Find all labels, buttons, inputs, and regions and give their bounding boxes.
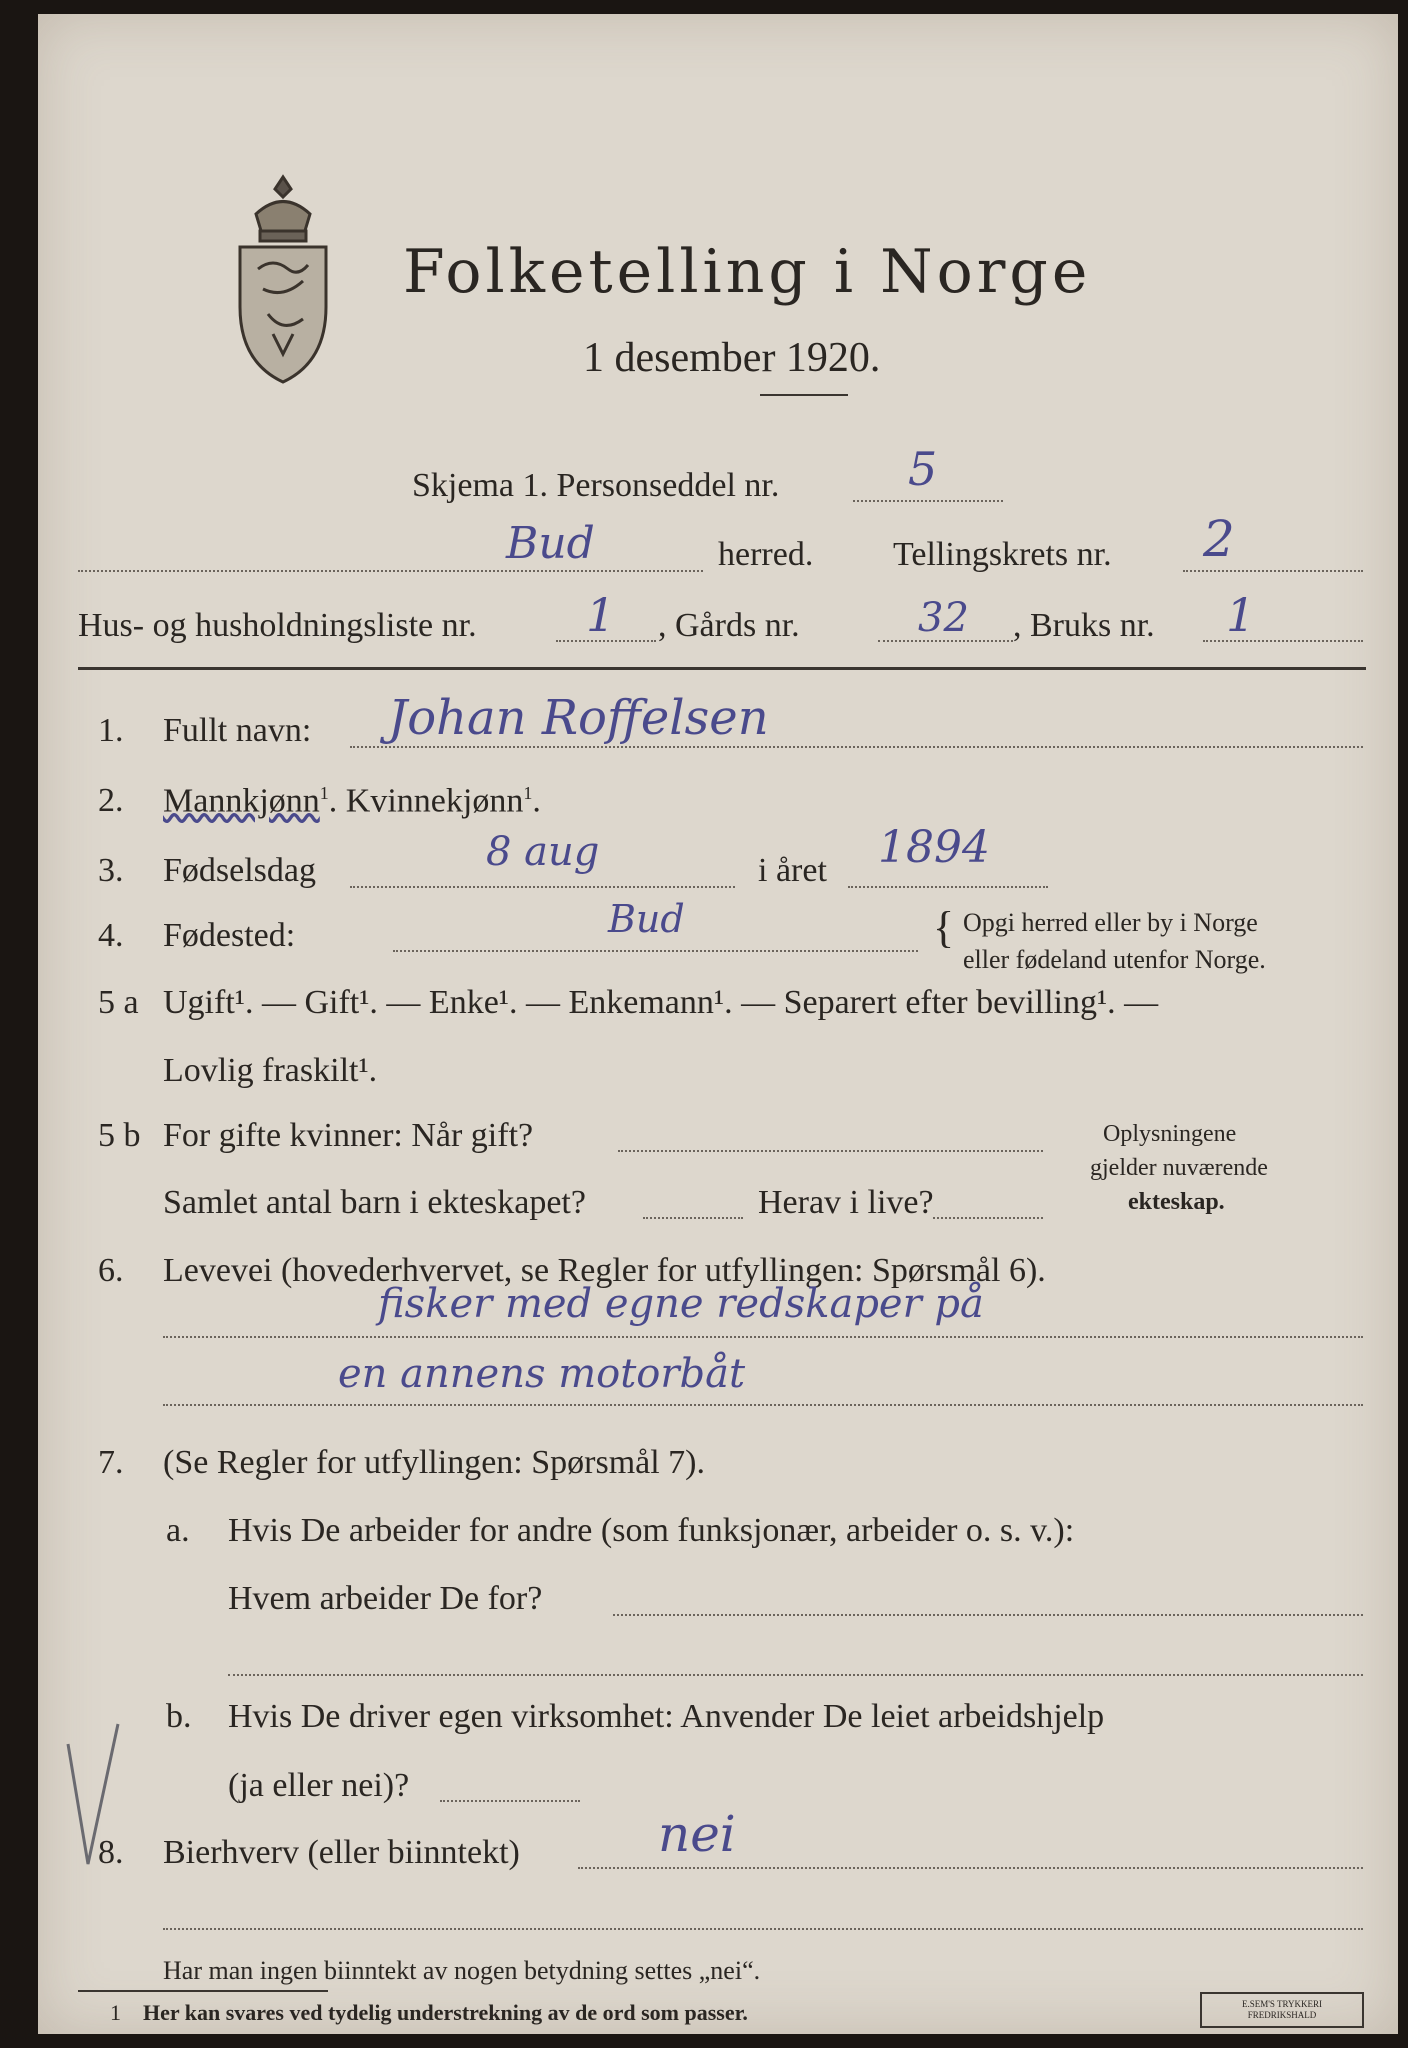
marriage-note-2: gjelder nuværende [1090, 1155, 1268, 1181]
q7b-text: Hvis De driver egen virksomhet: Anvender De leiet arbeidshjelp [228, 1698, 1105, 1735]
fullname-field[interactable] [350, 746, 1363, 748]
q4-label: Fødested: [163, 917, 296, 954]
q4-number: 4. [98, 917, 124, 954]
q8-label: Bierhverv (eller biinntekt) [163, 1834, 520, 1871]
footnote-divider [78, 1990, 328, 1992]
birthplace-note-brace: { [933, 903, 955, 952]
alive-label: Herav i live? [758, 1184, 934, 1221]
employer-field[interactable] [613, 1614, 1363, 1616]
birthplace-value: Bud [608, 897, 685, 941]
herred-field[interactable] [78, 570, 703, 572]
hus-label: Hus- og husholdningsliste nr. [78, 607, 477, 644]
q7b-question: (ja eller nei)? [228, 1767, 410, 1804]
schema-field[interactable] [853, 500, 1003, 502]
tellingskrets-value: 2 [1203, 510, 1235, 568]
tellingskrets-label: Tellingskrets nr. [893, 536, 1112, 573]
fullname-value: Johan Roffelsen [388, 690, 769, 746]
hired-help-field[interactable] [440, 1800, 580, 1802]
alive-field[interactable] [933, 1217, 1043, 1219]
birthdate-value: 8 aug [486, 829, 600, 875]
q7a-number: a. [166, 1512, 190, 1549]
children-field[interactable] [643, 1217, 743, 1219]
q6-number: 6. [98, 1252, 124, 1289]
q1-number: 1. [98, 712, 124, 749]
marital-options-2[interactable]: Lovlig fraskilt¹. [163, 1052, 378, 1089]
herred-value: Bud [506, 518, 595, 569]
q7a-question: Hvem arbeider De for? [228, 1580, 543, 1617]
pencil-check-mark [48, 1714, 128, 1884]
bruks-label: , Bruks nr. [1013, 607, 1155, 644]
gards-label: , Gårds nr. [658, 607, 800, 644]
q3-number: 3. [98, 852, 124, 889]
occupation-value-2: en annens motorbåt [338, 1351, 746, 1397]
birthyear-value: 1894 [878, 822, 990, 873]
marriage-note-3: ekteskap. [1128, 1189, 1225, 1215]
year-label: i året [758, 852, 827, 889]
q5a-number: 5 a [98, 984, 139, 1021]
q1-label: Fullt navn: [163, 712, 312, 749]
footnote-mark-bottom: 1 [110, 2000, 121, 2025]
birthplace-note-2: eller fødeland utenfor Norge. [963, 945, 1266, 974]
q7b-number: b. [166, 1698, 192, 1735]
q2-number: 2. [98, 782, 124, 819]
footnote-text: Her kan svares ved tydelig understrekning av de ord som passer. [143, 2000, 748, 2025]
q7-number: 7. [98, 1444, 124, 1481]
title-divider [760, 394, 848, 396]
form-title: Folketelling i Norge [403, 237, 1092, 307]
q7a-text: Hvis De arbeider for andre (som funksjonær, arbeider o. s. v.): [228, 1512, 1075, 1549]
birthplace-note-1: Opgi herred eller by i Norge [963, 908, 1258, 937]
marriage-note-1: Oplysningene [1103, 1121, 1237, 1147]
side-income-value: nei [658, 1805, 736, 1863]
occupation-field-2[interactable] [163, 1404, 1363, 1406]
occupation-field-1[interactable] [163, 1336, 1363, 1338]
q7-label: (Se Regler for utfyllingen: Spørsmål 7). [163, 1444, 706, 1481]
q8-number: 8. [98, 1834, 124, 1871]
schema-label: Skjema 1. Personseddel nr. [412, 467, 780, 504]
side-income-field[interactable] [578, 1867, 1363, 1869]
bruks-value: 1 [1226, 588, 1256, 642]
gards-value: 32 [918, 595, 969, 641]
footnote-mark: 1 [319, 783, 329, 803]
q3-label: Fødselsdag [163, 852, 316, 889]
children-label: Samlet antal barn i ekteskapet? [163, 1184, 586, 1221]
section-divider [78, 667, 1366, 670]
footer-note: Har man ingen biinntekt av nogen betydning settes „nei“. [163, 1956, 761, 1985]
birthdate-field[interactable] [350, 886, 735, 888]
side-income-field-2[interactable] [163, 1928, 1363, 1930]
coat-of-arms-icon [228, 169, 338, 389]
tellingskrets-field[interactable] [1183, 570, 1363, 572]
married-when-field[interactable] [618, 1150, 1043, 1152]
census-date: 1 desember 1920. [583, 335, 881, 381]
married-when-label: For gifte kvinner: Når gift? [163, 1117, 534, 1154]
birthyear-field[interactable] [848, 886, 1048, 888]
census-form [38, 14, 1398, 2034]
male-option: Mannkjønn [163, 782, 320, 820]
q6-label: Levevei (hovederhvervet, se Regler for utfyllingen: Spørsmål 6). [163, 1252, 1046, 1289]
herred-label: herred. [718, 536, 814, 573]
birthplace-field[interactable] [393, 950, 918, 952]
employer-field-2[interactable] [228, 1674, 1363, 1676]
female-option: Kvinnekjønn [345, 782, 524, 820]
q2-male[interactable]: Mannkjønn$^1$. Kvinnekjønn$^1$. [163, 782, 541, 820]
marital-options[interactable]: Ugift¹. — Gift¹. — Enke¹. — Enkemann¹. — Separert efter bevilling¹. — [163, 984, 1159, 1021]
printer-stamp [1200, 1992, 1364, 2028]
hus-value: 1 [586, 588, 616, 642]
q5b-number: 5 b [98, 1117, 141, 1154]
footnote-mark: 1 [523, 783, 533, 803]
occupation-value-1: fisker med egne redskaper på [378, 1281, 984, 1327]
schema-value: 5 [908, 442, 938, 496]
printer-stamp-text: E.SEM'S TRYKKERI FREDRIKSHALD [1242, 1999, 1322, 2020]
